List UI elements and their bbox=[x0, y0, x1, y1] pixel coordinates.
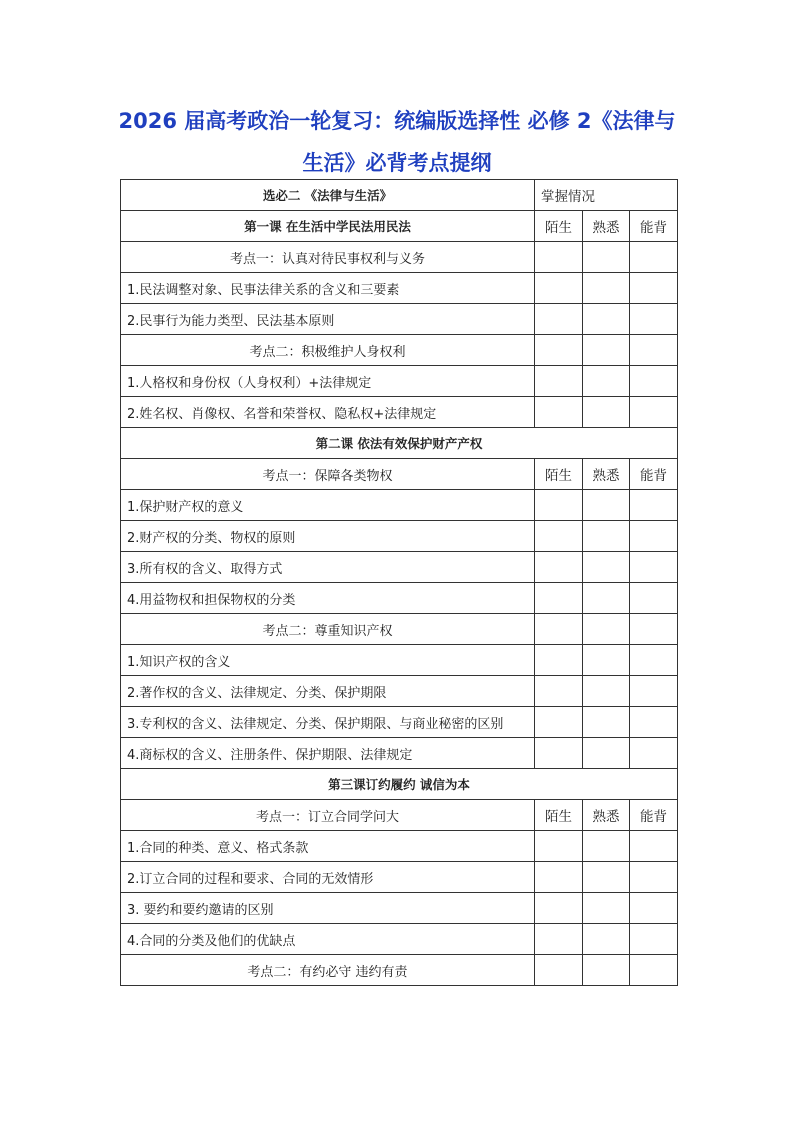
lesson-row bbox=[121, 428, 678, 459]
mastery-check-cell bbox=[535, 893, 583, 924]
checklist-item-row bbox=[121, 707, 678, 738]
checklist-item-text: 2.民事行为能力类型、民法基本原则 bbox=[121, 304, 535, 335]
checklist-item-text: 1.民法调整对象、民事法律关系的含义和三要素 bbox=[121, 273, 535, 304]
checklist-item-text: 4.合同的分类及他们的优缺点 bbox=[121, 924, 535, 955]
mastery-status-label: 能背 bbox=[630, 211, 678, 242]
mastery-check-cell bbox=[630, 304, 678, 335]
mastery-check-cell bbox=[535, 490, 583, 521]
mastery-check-cell bbox=[630, 273, 678, 304]
mastery-check-cell bbox=[630, 862, 678, 893]
checklist-item-text: 1.合同的种类、意义、格式条款 bbox=[121, 831, 535, 862]
mastery-check-cell bbox=[583, 490, 630, 521]
checklist-item-row bbox=[121, 397, 678, 428]
review-checklist-table bbox=[120, 179, 678, 986]
mastery-check-cell bbox=[630, 614, 678, 645]
checklist-item-text: 3.专利权的含义、法律规定、分类、保护期限、与商业秘密的区别 bbox=[121, 707, 535, 738]
exam-point-title: 考点二：有约必守 违约有责 bbox=[121, 955, 535, 986]
mastery-check-cell bbox=[583, 862, 630, 893]
exam-point-title: 考点二：尊重知识产权 bbox=[121, 614, 535, 645]
mastery-check-cell bbox=[630, 676, 678, 707]
mastery-check-cell bbox=[583, 366, 630, 397]
mastery-check-cell bbox=[535, 304, 583, 335]
mastery-check-cell bbox=[583, 707, 630, 738]
mastery-check-cell bbox=[583, 583, 630, 614]
exam-point-title: 考点一：保障各类物权 bbox=[121, 459, 535, 490]
mastery-check-cell bbox=[583, 304, 630, 335]
checklist-item-row bbox=[121, 676, 678, 707]
checklist-item-text: 3. 要约和要约邀请的区别 bbox=[121, 893, 535, 924]
mastery-check-cell bbox=[535, 335, 583, 366]
mastery-check-cell bbox=[535, 614, 583, 645]
checklist-item-row bbox=[121, 304, 678, 335]
mastery-check-cell bbox=[583, 955, 630, 986]
header-mastery-cell: 掌握情况 bbox=[535, 180, 678, 211]
mastery-check-cell bbox=[535, 707, 583, 738]
exam-point-title: 考点一：订立合同学问大 bbox=[121, 800, 535, 831]
checklist-item-row bbox=[121, 490, 678, 521]
mastery-check-cell bbox=[630, 490, 678, 521]
mastery-status-label: 能背 bbox=[630, 800, 678, 831]
exam-point-title: 考点二：积极维护人身权利 bbox=[121, 335, 535, 366]
mastery-check-cell bbox=[630, 335, 678, 366]
exam-point-row bbox=[121, 614, 678, 645]
exam-point-row bbox=[121, 335, 678, 366]
mastery-check-cell bbox=[535, 242, 583, 273]
checklist-item-text: 2.财产权的分类、物权的原则 bbox=[121, 521, 535, 552]
checklist-item-row bbox=[121, 893, 678, 924]
checklist-item-text: 1.人格权和身份权（人身权利）+法律规定 bbox=[121, 366, 535, 397]
checklist-item-text: 2.著作权的含义、法律规定、分类、保护期限 bbox=[121, 676, 535, 707]
mastery-check-cell bbox=[535, 831, 583, 862]
header-course-cell: 选必二 《法律与生活》 bbox=[121, 180, 535, 211]
mastery-check-cell bbox=[630, 955, 678, 986]
checklist-item-row bbox=[121, 521, 678, 552]
mastery-check-cell bbox=[630, 552, 678, 583]
mastery-check-cell bbox=[630, 366, 678, 397]
checklist-item-text: 4.商标权的含义、注册条件、保护期限、法律规定 bbox=[121, 738, 535, 769]
exam-point-title: 考点一：认真对待民事权利与义务 bbox=[121, 242, 535, 273]
mastery-status-label: 陌生 bbox=[535, 459, 583, 490]
mastery-check-cell bbox=[535, 521, 583, 552]
mastery-check-cell bbox=[583, 893, 630, 924]
mastery-check-cell bbox=[583, 273, 630, 304]
lesson-row bbox=[121, 769, 678, 800]
checklist-item-text: 2.订立合同的过程和要求、合同的无效情形 bbox=[121, 862, 535, 893]
mastery-check-cell bbox=[535, 645, 583, 676]
mastery-check-cell bbox=[583, 645, 630, 676]
mastery-check-cell bbox=[535, 862, 583, 893]
mastery-check-cell bbox=[630, 242, 678, 273]
checklist-item-text: 3.所有权的含义、取得方式 bbox=[121, 552, 535, 583]
checklist-item-row bbox=[121, 583, 678, 614]
mastery-check-cell bbox=[630, 924, 678, 955]
mastery-check-cell bbox=[583, 831, 630, 862]
mastery-check-cell bbox=[583, 924, 630, 955]
mastery-status-label: 能背 bbox=[630, 459, 678, 490]
exam-point-row bbox=[121, 800, 678, 831]
mastery-check-cell bbox=[535, 955, 583, 986]
document-title-line-2: 生活》必背考点提纲 bbox=[302, 151, 492, 175]
checklist-item-text: 4.用益物权和担保物权的分类 bbox=[121, 583, 535, 614]
mastery-check-cell bbox=[535, 397, 583, 428]
mastery-check-cell bbox=[630, 583, 678, 614]
lesson-title: 第三课订约履约 诚信为本 bbox=[121, 769, 678, 800]
checklist-item-row bbox=[121, 552, 678, 583]
mastery-status-label: 陌生 bbox=[535, 211, 583, 242]
mastery-check-cell bbox=[535, 273, 583, 304]
mastery-check-cell bbox=[535, 924, 583, 955]
mastery-check-cell bbox=[535, 552, 583, 583]
mastery-check-cell bbox=[535, 583, 583, 614]
checklist-item-row bbox=[121, 366, 678, 397]
mastery-check-cell bbox=[583, 335, 630, 366]
mastery-status-label: 熟悉 bbox=[583, 800, 630, 831]
lesson-title: 第一课 在生活中学民法用民法 bbox=[121, 211, 535, 242]
mastery-status-label: 熟悉 bbox=[583, 459, 630, 490]
mastery-check-cell bbox=[535, 738, 583, 769]
mastery-check-cell bbox=[535, 676, 583, 707]
lesson-title: 第二课 依法有效保护财产产权 bbox=[121, 428, 678, 459]
lesson-row bbox=[121, 211, 678, 242]
mastery-status-label: 熟悉 bbox=[583, 211, 630, 242]
mastery-check-cell bbox=[583, 676, 630, 707]
mastery-status-label: 陌生 bbox=[535, 800, 583, 831]
mastery-check-cell bbox=[630, 645, 678, 676]
checklist-item-row bbox=[121, 645, 678, 676]
mastery-check-cell bbox=[630, 831, 678, 862]
checklist-item-text: 1.知识产权的含义 bbox=[121, 645, 535, 676]
mastery-check-cell bbox=[535, 366, 583, 397]
checklist-item-row bbox=[121, 273, 678, 304]
checklist-item-row bbox=[121, 831, 678, 862]
exam-point-row bbox=[121, 459, 678, 490]
exam-point-row bbox=[121, 242, 678, 273]
checklist-item-text: 2.姓名权、肖像权、名誉和荣誉权、隐私权+法律规定 bbox=[121, 397, 535, 428]
mastery-check-cell bbox=[583, 738, 630, 769]
mastery-check-cell bbox=[583, 242, 630, 273]
mastery-check-cell bbox=[583, 397, 630, 428]
mastery-check-cell bbox=[630, 707, 678, 738]
checklist-item-row bbox=[121, 862, 678, 893]
mastery-check-cell bbox=[630, 738, 678, 769]
mastery-check-cell bbox=[630, 893, 678, 924]
mastery-check-cell bbox=[583, 552, 630, 583]
document-title-line-1: 2026 届高考政治一轮复习：统编版选择性 必修 2《法律与 bbox=[118, 109, 676, 133]
table-header-row bbox=[121, 180, 678, 211]
mastery-check-cell bbox=[630, 521, 678, 552]
exam-point-row bbox=[121, 955, 678, 986]
mastery-check-cell bbox=[583, 614, 630, 645]
mastery-check-cell bbox=[630, 397, 678, 428]
checklist-item-text: 1.保护财产权的意义 bbox=[121, 490, 535, 521]
mastery-check-cell bbox=[583, 521, 630, 552]
checklist-item-row bbox=[121, 924, 678, 955]
checklist-item-row bbox=[121, 738, 678, 769]
